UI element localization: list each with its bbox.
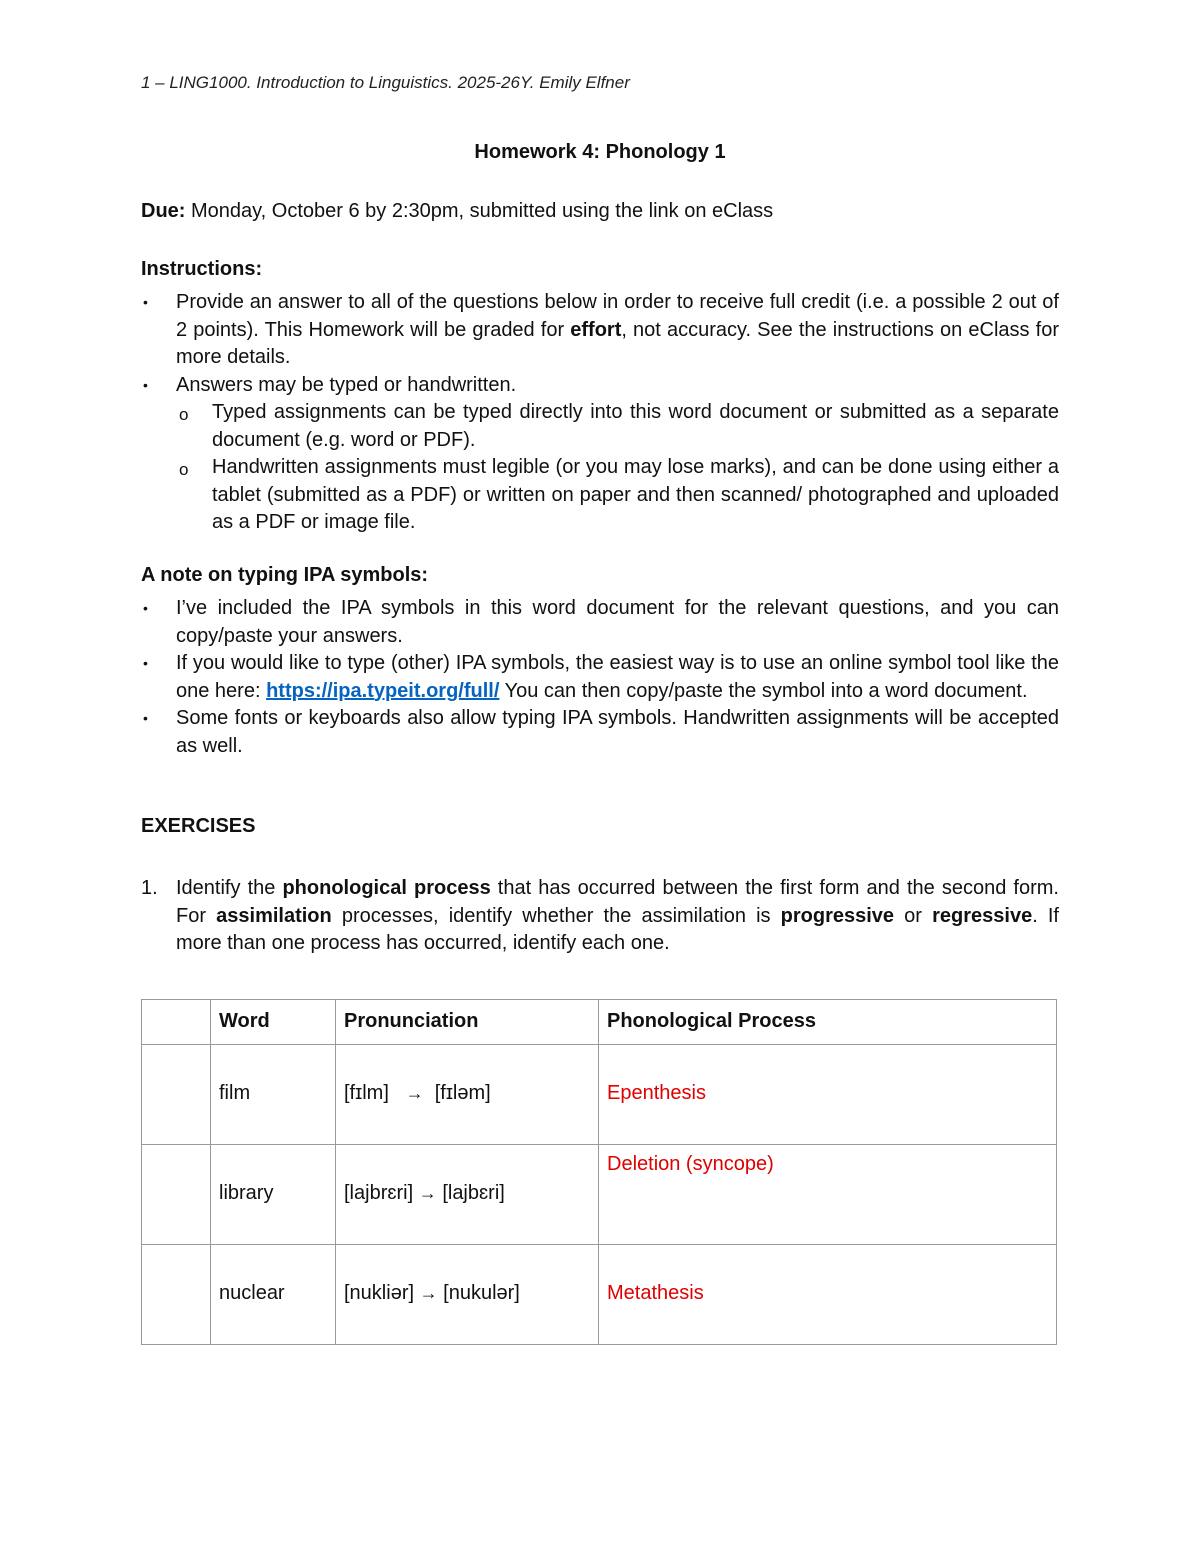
item-bold: effort xyxy=(570,318,622,341)
q-text: or xyxy=(894,904,933,927)
page-header: 1 – LING1000. Introduction to Linguistics. 2025-26Y. Emily Elfner xyxy=(141,73,630,92)
item-text: Typed assignments can be typed directly into this word document or submitted as a separate document (e.g. word or PDF). xyxy=(212,401,1059,451)
q-bold: progressive xyxy=(780,904,895,927)
pron-from: [lajbrɛri] xyxy=(344,1182,414,1204)
item-text: Answers may be typed or handwritten. xyxy=(176,373,517,396)
ipa-note-heading: A note on typing IPA symbols: xyxy=(141,564,429,586)
due-line xyxy=(141,198,1059,226)
sub-list xyxy=(141,399,1059,537)
q-text: processes, identify whether the assimilation is xyxy=(331,904,781,927)
header-cell xyxy=(142,1000,211,1045)
arrow-icon: → xyxy=(419,1283,438,1303)
bullet-icon: • xyxy=(143,600,148,616)
due-label: Due: xyxy=(141,200,186,222)
process-answer[interactable]: Metathesis xyxy=(599,1245,1057,1345)
q-bold: phonological process xyxy=(282,877,491,899)
list-item xyxy=(141,595,1059,650)
sub-bullet-icon: o xyxy=(179,405,189,424)
arrow-icon: → xyxy=(418,1183,437,1203)
process-answer[interactable]: Deletion (syncope) xyxy=(599,1145,1057,1245)
bullet-icon: • xyxy=(143,294,148,310)
process-answer[interactable]: Epenthesis xyxy=(599,1045,1057,1145)
bullet-icon: • xyxy=(143,710,148,726)
item-text: Provide an answer to all of the questions below in order to receive full credit (i.e. a possible 2 out of 2 points). This Homework will be graded for xyxy=(176,291,1059,341)
item-text: Some fonts or keyboards also allow typing IPA symbols. Handwritten assignments will be accepted as well. xyxy=(176,707,1059,757)
q-text: that has occurred between the first form and the second form. For xyxy=(176,877,1059,927)
item-text: I’ve included the IPA symbols in this word document for the relevant questions, and you can copy/paste your answers. xyxy=(176,597,1059,647)
item-text: Handwritten assignments must legible (or you may lose marks), and can be done using either a tablet (submitted as a PDF) or written on paper and then scanned/ photographed and uploaded as a PDF or image file. xyxy=(212,456,1059,533)
sub-bullet-icon: o xyxy=(179,460,189,479)
pron-to: [nukulər] xyxy=(443,1282,520,1304)
list-item xyxy=(141,289,1059,372)
pronunciation-cell xyxy=(336,1245,599,1345)
list-item xyxy=(141,650,1059,705)
word-cell: film xyxy=(211,1045,336,1145)
pron-to: [fɪləm] xyxy=(434,1082,491,1104)
table-header-row xyxy=(142,1000,1057,1045)
ipa-note-list xyxy=(141,595,1059,760)
list-item xyxy=(141,705,1059,760)
table-row xyxy=(142,1045,1057,1145)
empty-cell xyxy=(142,1245,211,1345)
q-text: Identify the xyxy=(176,877,283,899)
q-bold: assimilation xyxy=(216,904,332,927)
bullet-icon: • xyxy=(143,376,148,393)
question-text xyxy=(176,875,1059,958)
word-cell: library xyxy=(211,1145,336,1245)
instructions-list xyxy=(141,289,1059,537)
question-1 xyxy=(141,875,1059,958)
question-number: 1. xyxy=(141,877,158,899)
exercises-heading: EXERCISES xyxy=(141,815,256,837)
header-cell: Phonological Process xyxy=(599,1000,1057,1045)
instructions-heading: Instructions: xyxy=(141,258,263,280)
page-title: Homework 4: Phonology 1 xyxy=(474,141,726,163)
pron-from: [fɪlm] xyxy=(344,1082,389,1104)
q-text: . If more than one process has occurred, identify each one. xyxy=(176,904,1059,954)
table-row xyxy=(142,1145,1057,1245)
empty-cell xyxy=(142,1045,211,1145)
table-row xyxy=(142,1245,1057,1345)
list-item xyxy=(141,372,1059,400)
header-cell: Pronunciation xyxy=(336,1000,599,1045)
item-text: You can then copy/paste the symbol into a word document. xyxy=(499,679,1028,702)
sub-list-item xyxy=(141,399,1059,454)
pron-to: [lajbɛri] xyxy=(442,1182,505,1204)
sub-list-item xyxy=(141,454,1059,537)
sub-list-wrapper xyxy=(141,399,1059,537)
arrow-icon: → xyxy=(405,1083,424,1103)
bullet-icon: • xyxy=(143,655,148,671)
word-cell: nuclear xyxy=(211,1245,336,1345)
item-text: , not accuracy. See the instructions on eClass for more details. xyxy=(176,318,1059,368)
process-table xyxy=(141,999,1057,1345)
item-text: If you would like to type (other) IPA symbols, the easiest way is to use an online symbol tool like the one here: xyxy=(176,652,1059,702)
pron-from: [nukliər] xyxy=(344,1282,415,1304)
pronunciation-cell xyxy=(336,1145,599,1245)
ipa-typeit-link[interactable]: https://ipa.typeit.org/full/ xyxy=(266,679,500,702)
empty-cell xyxy=(142,1145,211,1245)
due-text: Monday, October 6 by 2:30pm, submitted using the link on eClass xyxy=(185,200,774,222)
header-cell: Word xyxy=(211,1000,336,1045)
pronunciation-cell xyxy=(336,1045,599,1145)
q-bold: regressive xyxy=(932,904,1033,927)
